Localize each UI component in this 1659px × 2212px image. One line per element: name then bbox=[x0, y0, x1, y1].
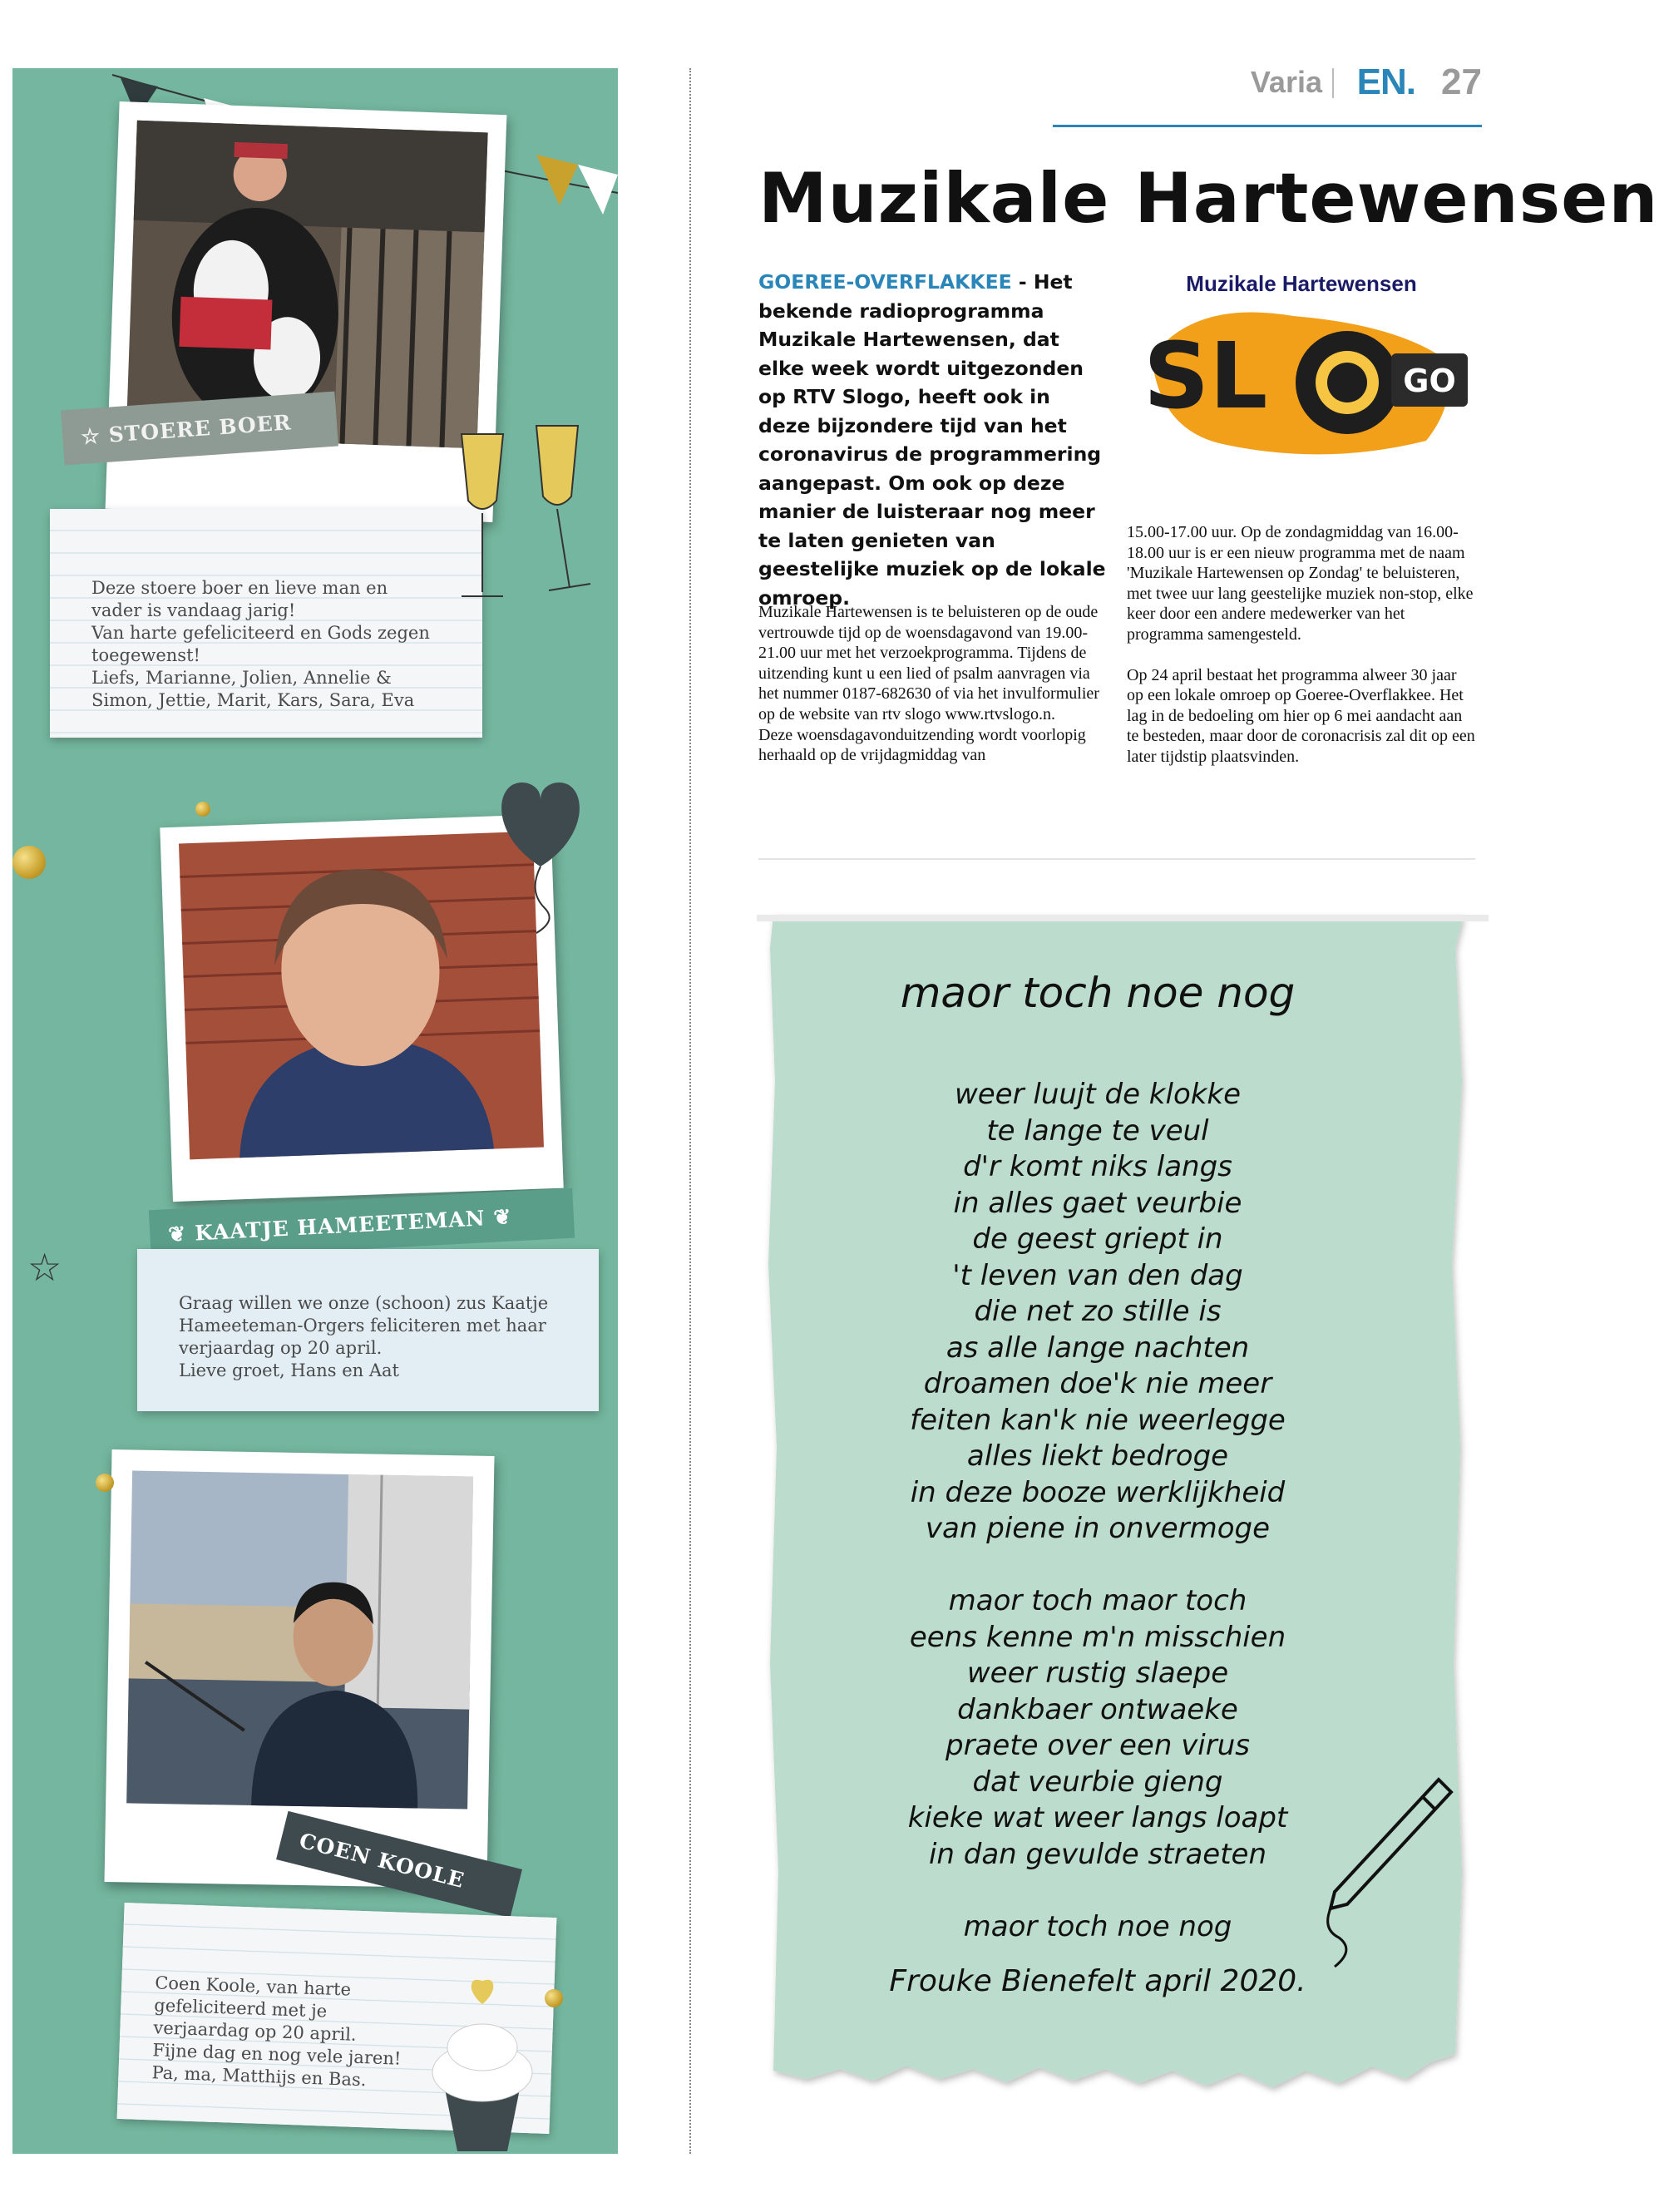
poem-signature: Frouke Bienefelt april 2020. bbox=[889, 1964, 1306, 1998]
poem-line: kieke wat weer langs loapt bbox=[907, 1801, 1288, 1834]
greetings-column bbox=[12, 68, 618, 2154]
article-title: Muzikale Hartewensen bbox=[758, 158, 1659, 239]
page-header bbox=[1053, 62, 1482, 127]
poem-line: de geest griept in bbox=[972, 1222, 1223, 1256]
column-1-text: Muzikale Hartewensen is te beluisteren op de oude vertrouwde tijd op de woensdagavond van 19.00-21.00 uur met het verzoekprogramma. Tijdens de uitzending kunt u een lied of psalm aanvragen via het nummer 0187-682630 of via het invulformulier op de website van rtv slogo www.rtvslogo.n. Deze woensdagavonduitzending wordt voorlopig herhaald op de vrijdagmiddag van bbox=[758, 603, 1099, 765]
logo-text: SL bbox=[1143, 323, 1268, 429]
poem-line: droamen doe'k nie meer bbox=[923, 1367, 1272, 1400]
poem-line: dankbaer ontwaeke bbox=[957, 1692, 1238, 1726]
poem-line: van piene in onvermoge bbox=[925, 1512, 1271, 1545]
poem-line: maor toch maor toch bbox=[948, 1584, 1247, 1617]
greeting-message: Coen Koole, van harte gefeliciteerd met je verjaardag op 20 april. Fijne dag en nog vele jaren! Pa, ma, Matthijs en Bas. bbox=[151, 1973, 402, 2091]
lead-text: - Het bekende radioprogramma Muzikale Hartewensen, dat elke week wordt uitgezonden op RTV Slogo, heeft ook in deze bijzondere tijd van het coronavirus de programmering aangepast. Om ook op deze manier de luisteraar nog meer te laten genieten van geestelijke muziek op de lokale omroep. bbox=[758, 270, 1106, 610]
message-card-stoere-boer bbox=[50, 509, 482, 738]
poem-line: feiten kan'k nie weerlegge bbox=[910, 1403, 1286, 1437]
greeting-message: Graag willen we onze (schoon) zus Kaatje Hameeteman-Orgers feliciteren met haar verjaardag op 20 april. Lieve groet, Hans en Aat bbox=[179, 1293, 549, 1380]
brand-logo: EN. bbox=[1356, 62, 1415, 102]
glitter-dot bbox=[96, 1474, 114, 1492]
poem-card bbox=[765, 915, 1482, 2104]
fountain-pen-icon bbox=[1289, 1763, 1455, 1979]
photo-coen-sailing bbox=[126, 1470, 473, 1809]
column-2-paragraph-1: 15.00-17.00 uur. Op de zondagmiddag van 16.00-18.00 uur is er een nieuw programma met de naam 'Muzikale Hartewensen op Zondag' te beluisteren, met twee uur lang geestelijke muziek non-stop, elke keer door een andere medewerker van het programma samengesteld. bbox=[1127, 523, 1474, 644]
leaf-icon: ❦ bbox=[492, 1204, 513, 1230]
glitter-dot bbox=[195, 802, 210, 817]
page-number: 27 bbox=[1441, 62, 1482, 102]
greeting-message: Deze stoere boer en lieve man en vader is vandaag jarig! Van harte gefeliciteerd en Gods zegen toegewenst! Liefs, Marianne, Jolien, Annelie & Simon, Jettie, Marit, Kars, Sara, Eva bbox=[91, 578, 430, 710]
column-divider bbox=[689, 68, 691, 2154]
heart-balloon-icon bbox=[486, 767, 595, 933]
poem-line: in alles gaet veurbie bbox=[953, 1186, 1242, 1220]
poem-line: praete over een virus bbox=[946, 1729, 1250, 1762]
star-outline-icon: ☆ bbox=[27, 1245, 62, 1290]
champagne-glasses-icon bbox=[445, 417, 611, 634]
cupcake-icon bbox=[420, 1981, 545, 2155]
article-column-1 bbox=[758, 602, 1099, 766]
poem-line: weer rustig slaepe bbox=[966, 1657, 1229, 1690]
greeting-name: COEN KOOLE bbox=[297, 1828, 467, 1893]
glitter-dot bbox=[545, 1989, 563, 2007]
poem-line bbox=[765, 1548, 1430, 1584]
poem-line: in deze booze werklijkheid bbox=[910, 1475, 1286, 1509]
poem-line: d'r komt niks langs bbox=[963, 1150, 1232, 1183]
poem-title: maor toch noe nog bbox=[900, 969, 1296, 1017]
slogo-logo bbox=[1127, 266, 1476, 474]
logo-caption: Muzikale Hartewensen bbox=[1186, 271, 1417, 296]
glitter-dot bbox=[12, 846, 46, 879]
poem-line: alles liekt bedroge bbox=[966, 1439, 1229, 1473]
poem-line: in dan gevulde straeten bbox=[928, 1837, 1267, 1871]
poem-line: te lange te veul bbox=[986, 1113, 1209, 1148]
section-label: Varia bbox=[1250, 65, 1322, 99]
poem-line: dat veurbie gieng bbox=[972, 1765, 1223, 1799]
article-lead bbox=[758, 268, 1108, 612]
dateline-location: GOEREE-OVERFLAKKEE bbox=[758, 270, 1012, 294]
logo-go-text: GO bbox=[1403, 363, 1456, 399]
star-icon: ☆ bbox=[80, 422, 101, 449]
column-2-paragraph-2: Op 24 april bestaat het programma alweer 30 jaar op een lokale omroep op Goeree-Overflakkee. Het lag in de bedoeling om hier op 6 mei aandacht aan te besteden, maar door de coronacrisis zal dit op een later tijdstip plaatsvinden. bbox=[1127, 665, 1475, 766]
greeting-name: STOERE BOER bbox=[107, 409, 293, 447]
poem-line: eens kenne m'n misschien bbox=[909, 1620, 1286, 1654]
poem-line: die net zo stille is bbox=[974, 1295, 1222, 1328]
article-column-2 bbox=[1127, 522, 1476, 768]
leaf-icon: ❦ bbox=[167, 1221, 188, 1247]
poem-line: maor toch noe nog bbox=[963, 1909, 1232, 1943]
message-card-kaatje bbox=[137, 1249, 599, 1411]
greeting-name: KAATJE HAMEETEMAN bbox=[194, 1205, 486, 1246]
poem-line: 't leven van den dag bbox=[952, 1258, 1243, 1292]
header-separator bbox=[1332, 68, 1334, 98]
poem-line: weer luujt de klokke bbox=[954, 1078, 1242, 1111]
article-rule bbox=[758, 858, 1475, 860]
poem-line: as alle lange nachten bbox=[946, 1331, 1250, 1365]
